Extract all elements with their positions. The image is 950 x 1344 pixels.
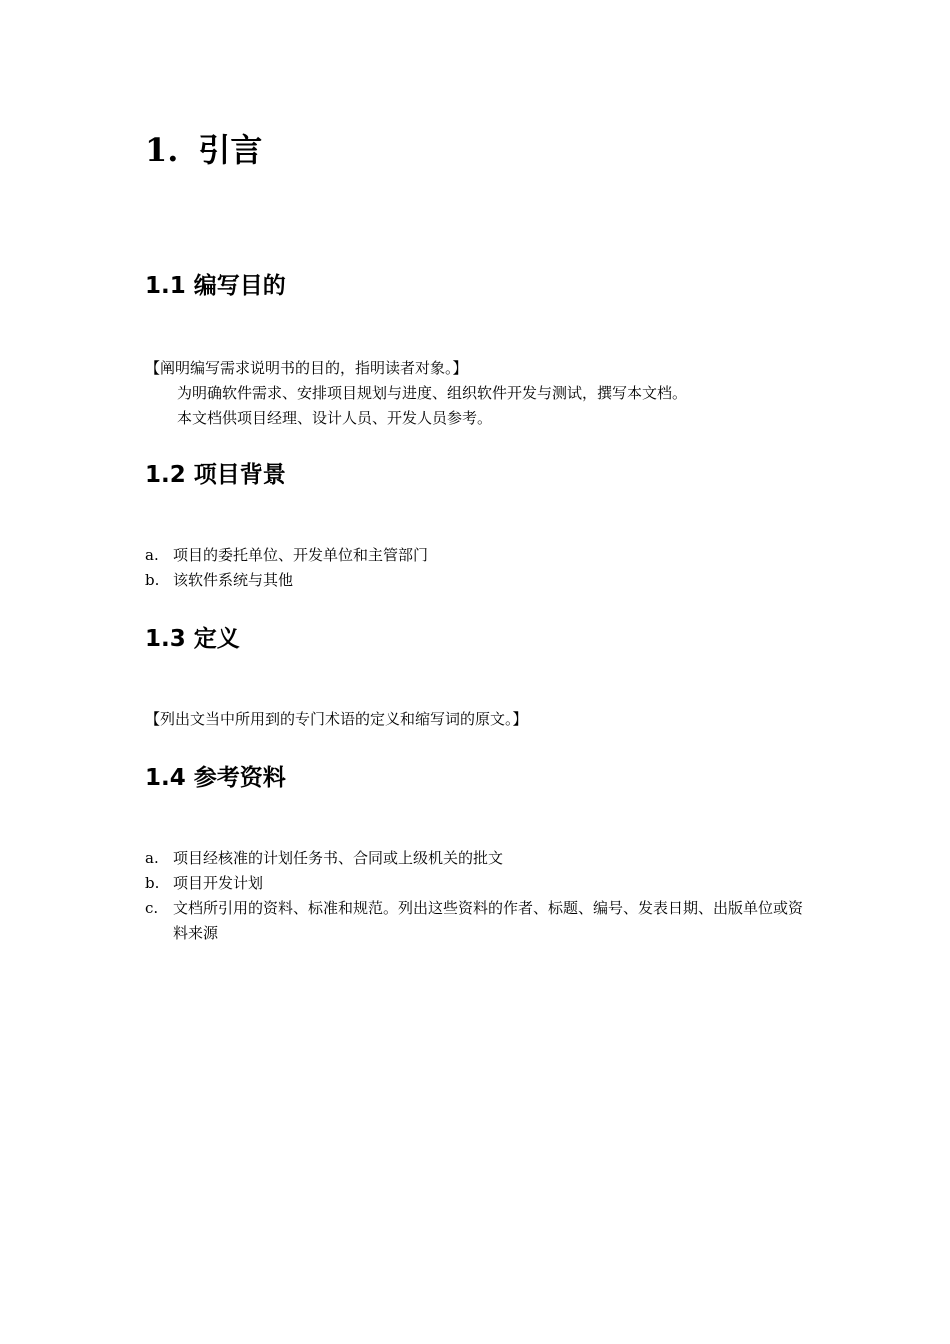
list-item-text: 项目经核准的计划任务书、合同或上级机关的批文 bbox=[173, 849, 504, 867]
section-heading-purpose: 1.1 编写目的 bbox=[145, 273, 286, 299]
list-marker: c. bbox=[145, 899, 159, 917]
list-item bbox=[145, 846, 503, 871]
list-item bbox=[145, 568, 293, 593]
section-heading-definitions: 1.3 定义 bbox=[145, 626, 240, 652]
list-item-text: 该软件系统与其他 bbox=[173, 571, 294, 589]
chapter-title: 引言 bbox=[198, 131, 263, 169]
list-marker: a. bbox=[145, 546, 159, 564]
list-marker: a. bbox=[145, 849, 159, 867]
list-item-text: 项目的委托单位、开发单位和主管部门 bbox=[173, 546, 429, 564]
list-item bbox=[145, 896, 813, 946]
section-heading-background: 1.2 项目背景 bbox=[145, 462, 286, 488]
purpose-paragraph-1: 为明确软件需求、安排项目规划与进度、组织软件开发与测试，撰写本文档。 bbox=[177, 384, 688, 402]
section-heading-references: 1.4 参考资料 bbox=[145, 765, 286, 791]
chapter-number: 1. bbox=[145, 131, 179, 169]
purpose-note: 【阐明编写需求说明书的目的，指明读者对象。】 bbox=[145, 359, 468, 377]
list-item-text: 项目开发计划 bbox=[173, 874, 264, 892]
chapter-heading bbox=[145, 128, 262, 172]
list-item-text: 文档所引用的资料、标准和规范。列出这些资料的作者、标题、编号、发表日期、出版单位或资料来源 bbox=[173, 899, 804, 942]
list-marker: b. bbox=[145, 571, 160, 589]
list-item bbox=[145, 871, 263, 896]
purpose-paragraph-2: 本文档供项目经理、设计人员、开发人员参考。 bbox=[177, 409, 493, 427]
list-marker: b. bbox=[145, 874, 160, 892]
list-item bbox=[145, 543, 428, 568]
definitions-note: 【列出文当中所用到的专门术语的定义和缩写词的原文。】 bbox=[145, 710, 528, 728]
